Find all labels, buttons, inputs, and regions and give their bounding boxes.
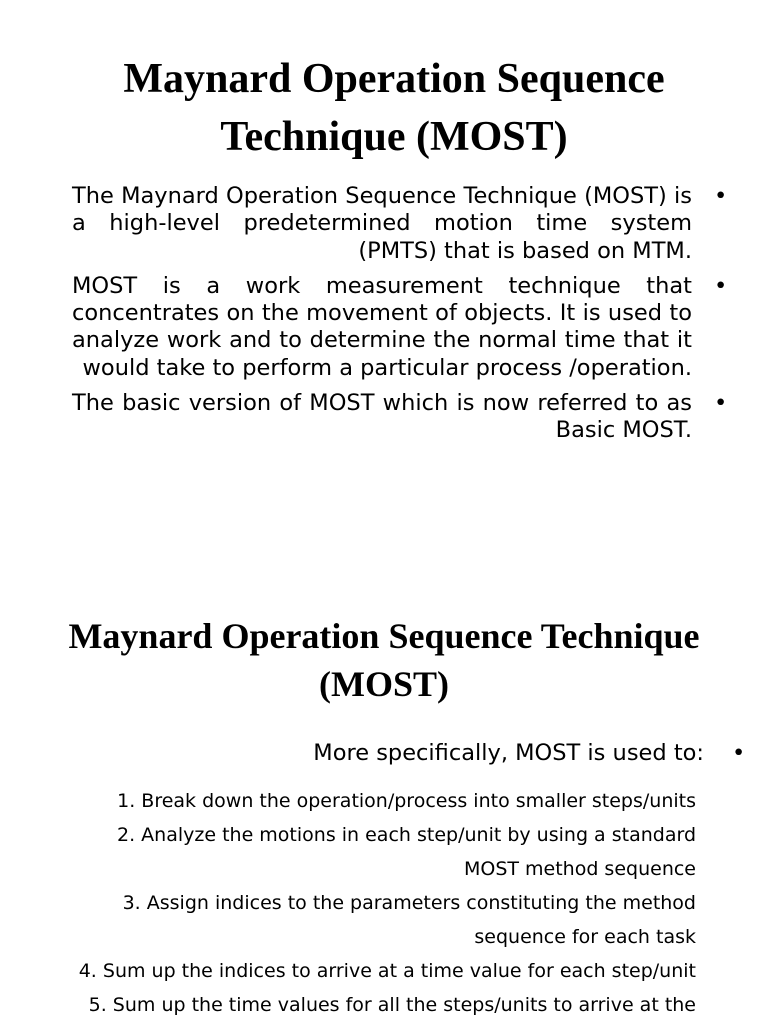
- bullet-text: The Maynard Operation Sequence Technique (MOST) is a high-level predetermined motion time system (PMTS) that is based on MTM.: [72, 183, 692, 264]
- step-line: MOST method sequence: [463, 858, 696, 880]
- slide1-title-line1: Maynard Operation Sequence: [123, 56, 665, 102]
- slide2-title-line2: (MOST): [319, 664, 449, 704]
- slide2-title-line1: Maynard Operation Sequence Technique: [68, 616, 700, 656]
- bullet-dot-icon: •: [732, 740, 746, 766]
- step-line: 2. Analyze the motions in each step/unit by using a standard: [117, 824, 696, 846]
- step-line: 4. Sum up the indices to arrive at a time value for each step/unit: [78, 960, 696, 982]
- bullet-text: The basic version of MOST which is now referred to as Basic MOST.: [72, 390, 692, 444]
- step-line: 1. Break down the operation/process into smaller steps/units: [117, 790, 696, 812]
- slide2-title: [0, 612, 768, 708]
- slide1-title: [0, 50, 768, 166]
- slide2-steps-list: [28, 784, 696, 1022]
- slide1-bullet-1: [72, 183, 728, 265]
- intro-text: More specifically, MOST is used to:: [313, 740, 704, 766]
- step-line: 5. Sum up the time values for all the steps/units to arrive at the: [88, 994, 696, 1016]
- bullet-text: MOST is a work measurement technique that concentrates on the movement of objects. It is used to analyze work and to determine the normal time that it would take to perform a particular process /operation.: [72, 272, 692, 381]
- bullet-dot-icon: •: [714, 183, 728, 209]
- slide1-bullet-3: [72, 390, 728, 445]
- step-line: 3. Assign indices to the parameters constituting the method: [122, 892, 696, 914]
- bullet-dot-icon: •: [714, 272, 728, 299]
- slide1-bullet-2: [72, 272, 728, 382]
- slide2-intro-bullet: [313, 738, 746, 768]
- bullet-dot-icon: •: [714, 390, 728, 417]
- slide1-title-line2: Technique (MOST): [220, 114, 568, 160]
- step-line: sequence for each task: [474, 926, 696, 948]
- slide1-bullet-list: [72, 183, 728, 453]
